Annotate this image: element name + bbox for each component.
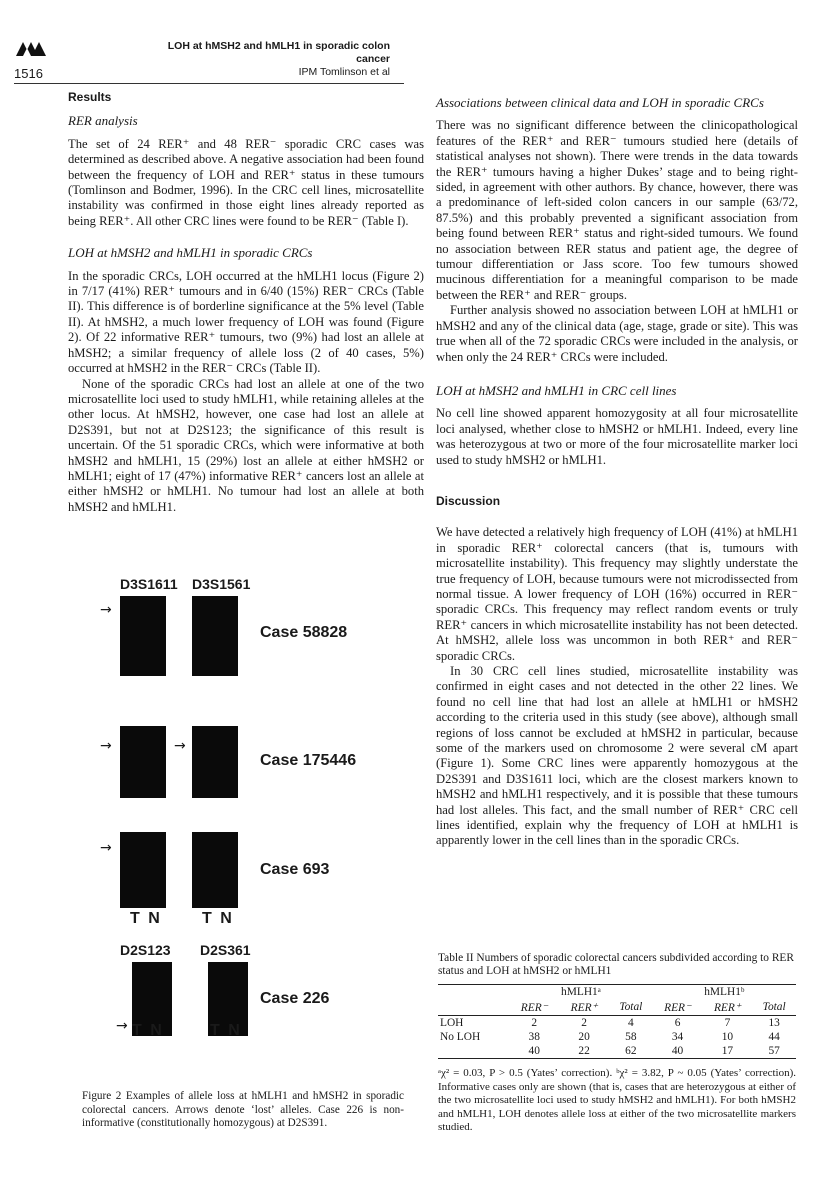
table-row bbox=[438, 1044, 796, 1059]
lane-labels: T N bbox=[130, 910, 162, 927]
rer-paragraph: The set of 24 RER⁺ and 48 RER⁻ sporadic CRC cases was determined as described above. A negative association had been found between the frequency of LOH and RER⁺ status in these tumours (Tomlinson and Bodmer, 1996). In the CRC cell lines, microsatellite instability was confirmed in those eight lines already reported as being RER⁺. All other CRC lines were found to be RER⁻ (Table I). bbox=[68, 136, 424, 228]
table-cell: 34 bbox=[671, 1031, 684, 1044]
marker-label-4: D2S361 bbox=[200, 942, 251, 958]
table-cell: 20 bbox=[578, 1031, 590, 1044]
loh-paragraph-2: None of the sporadic CRCs had lost an allele at one of the two microsatellite loci used to study hMLH1, while retaining alleles at the other locus. At hMSH2, however, one case had lost an allele at D2S391, but not at D2S123; the significance of this result is uncertain. Of the 51 sporadic CRCs, which were informative at both hMSH2 and hMLH1, 15 (29%) lost an allele at either hMSH2 or hMLH1; eight of 17 (47%) informative RER⁺ cancers lost an allele at either hMSH2 or hMLH1. No tumour had lost an allele at both hMSH2 and hMLH1. bbox=[68, 376, 424, 514]
lane-labels: T N bbox=[210, 1022, 242, 1039]
table-cell: 6 bbox=[674, 1017, 681, 1030]
left-column bbox=[68, 90, 424, 515]
column-header bbox=[438, 999, 509, 1016]
gel-lane bbox=[120, 726, 166, 798]
table-caption: Table II Numbers of sporadic colorectal cancers subdivided according to RER status and LOH at hMSH2 or hMLH1 bbox=[438, 952, 794, 978]
case-label: Case 175446 bbox=[260, 752, 357, 769]
table-2 bbox=[438, 952, 796, 1134]
cell-lines-heading: LOH at hMSH2 and hMLH1 in CRC cell lines bbox=[436, 382, 677, 398]
table-cell: 13 bbox=[768, 1017, 780, 1030]
arrow-icon: → bbox=[100, 602, 112, 618]
gel-lane bbox=[120, 596, 166, 676]
column-header: RER⁻ bbox=[520, 1002, 548, 1015]
gel-lane bbox=[192, 726, 238, 798]
table-cell: 17 bbox=[721, 1045, 734, 1058]
table-footnote: ᵃχ² = 0.03, P > 0.5 (Yates’ correction). ᵇχ² = 3.82, P ~ 0.05 (Yates’ correction). Informative cases only are shown (that is, cases that are heterozygous at either of the two microsatellite loci used to study hMSH2 and hMLH1). For both hMSH2 and hMLH1, LOH denotes allele loss at either of the two microsatellite markers studied. bbox=[438, 1067, 796, 1134]
case-label: Case 58828 bbox=[260, 624, 348, 641]
figure-caption: Figure 2 Examples of allele loss at hMLH1 and hMSH2 in sporadic colorectal cancers. Arrows denote ‘lost’ alleles. Case 226 is non-informative (constitutionally homozygous) at D2S391. bbox=[82, 1090, 404, 1130]
table-cell: LOH bbox=[440, 1017, 464, 1030]
discussion-paragraph-2: In 30 CRC cell lines studied, microsatellite instability was confirmed in eight cases and not detected in the other 22 lines. We found no cell line that had lost an allele at hMLH1 or hMSH2 according to the criteria used in this study (see above), although small regions of loss cannot be excluded at hMSH2 in particular, because some of the markers used on chromosome 2 were several cM apart (Figure 1). Some CRC lines were apparently homozygous at the D2S391 and D3S1611 loci, which are the closest markers known to hMSH2 and hMLH1 respectively, and it is possible that these tumours had lost alleles. This fact, and the small number of RER⁺ CRC cell lines identified, explain why the frequency of LOH at hMLH1 is apparently lower in the cell lines than in the sporadic CRCs. bbox=[436, 664, 798, 848]
figure-2 bbox=[100, 576, 400, 1046]
arrow-icon: → bbox=[116, 1018, 128, 1034]
table-cell: 2 bbox=[531, 1017, 538, 1030]
table-cell: No LOH bbox=[440, 1031, 481, 1044]
table-cell: 7 bbox=[724, 1017, 731, 1030]
table-cell: 44 bbox=[768, 1031, 780, 1044]
case-label: Case 693 bbox=[260, 861, 330, 878]
discussion-paragraph-1: We have detected a relatively high frequency of LOH (41%) at hMLH1 in sporadic RER⁺ colorectal cancers (that is, tumours with microsatellite instability). This frequency may slightly understate the true frequency of LOH, because tumours were not microdissected from normal tissue. A lower frequency of LOH (16%) occurred in RER⁻ sporadic CRCs. This frequency may reflect random events or truly RER⁺ cancers in which microsatellite instability has not been detected. At hMSH2, allele loss was uncommon in both RER⁺ and RER⁻ sporadic CRCs. bbox=[436, 525, 798, 663]
group-header-1: hMLH1ᵃ bbox=[561, 986, 601, 999]
group-header-2: hMLH1ᵇ bbox=[704, 986, 745, 999]
column-header: RER⁺ bbox=[570, 1002, 598, 1015]
table-cell: 10 bbox=[721, 1031, 734, 1044]
table-cell bbox=[438, 1044, 509, 1059]
table-row bbox=[438, 1030, 796, 1044]
cell-lines-paragraph: No cell line showed apparent homozygosity at all four microsatellite loci analysed, whether close to hMSH2 or hMLH1. Indeed, every line was heterozygous at two or more of the four microsatellite marker loci used to study hMSH2 or hMLH1. bbox=[436, 406, 798, 467]
lane-labels: T N bbox=[202, 910, 234, 927]
marker-label-3: D2S123 bbox=[120, 942, 171, 958]
associations-paragraph-2: Further analysis showed no association between LOH at hMLH1 or hMSH2 and any of the clinical data (age, stage, grade or site). This was true when all of the 72 sporadic CRCs were included in the analysis, or when only the 24 RER⁺ CRCs were included. bbox=[436, 303, 798, 364]
arrow-icon: → bbox=[100, 738, 112, 754]
table-cell: 4 bbox=[627, 1017, 634, 1030]
table-cell: 22 bbox=[578, 1045, 590, 1058]
column-header: RER⁺ bbox=[713, 1002, 741, 1015]
table-row bbox=[438, 1016, 796, 1031]
arrow-icon: → bbox=[100, 840, 112, 856]
data-table bbox=[438, 984, 796, 1059]
discussion-heading: Discussion bbox=[436, 493, 501, 508]
table-cell: 40 bbox=[528, 1045, 540, 1058]
table-cell: 2 bbox=[581, 1017, 587, 1030]
gel-lane bbox=[192, 832, 238, 908]
table-cell: 62 bbox=[625, 1045, 637, 1058]
right-column bbox=[436, 95, 798, 849]
case-label: Case 226 bbox=[260, 990, 330, 1007]
loh-paragraph-1: In the sporadic CRCs, LOH occurred at the hMLH1 locus (Figure 2) in 7/17 (41%) RER⁺ tumours and in 6/40 (15%) RER⁻ CRCs (Table II). This difference is of borderline significance at the 5% level (Table II). At hMSH2, a much lower frequency of LOH was found (Figure 2). Of 22 informative RER⁺ tumours, two (9%) had lost an allele at hMSH2; a similar frequency of allele loss (2 of 40 cases, 5%) occurred at hMSH2 in the RER⁻ CRCs (Table II). bbox=[68, 268, 424, 376]
publisher-logo-icon bbox=[14, 38, 48, 58]
gel-lane bbox=[192, 596, 238, 676]
results-heading: Results bbox=[68, 90, 112, 104]
loh-heading: LOH at hMSH2 and hMLH1 in sporadic CRCs bbox=[68, 245, 313, 261]
lane-labels: T N bbox=[132, 1022, 164, 1039]
column-header: RER⁻ bbox=[664, 1002, 691, 1015]
header-rule bbox=[14, 83, 404, 84]
table-cell: 38 bbox=[528, 1031, 540, 1044]
marker-label-1: D3S1611 bbox=[120, 576, 178, 592]
associations-heading: Associations between clinical data and LOH in sporadic CRCs bbox=[436, 95, 764, 110]
rer-heading: RER analysis bbox=[68, 113, 138, 129]
page-number: 1516 bbox=[14, 66, 43, 81]
running-header bbox=[150, 40, 390, 79]
table-cell: 40 bbox=[671, 1045, 684, 1058]
gel-lane bbox=[120, 832, 166, 908]
table-cell: 57 bbox=[768, 1045, 780, 1058]
column-header: Total bbox=[762, 1001, 786, 1014]
column-header: Total bbox=[619, 1001, 643, 1014]
table-cell: 58 bbox=[625, 1031, 637, 1044]
marker-label-2: D3S1561 bbox=[192, 576, 251, 592]
associations-paragraph-1: There was no significant difference between the clinicopathological features of the RER⁺ and RER⁻ tumours studied here (details of statistical analyses not shown). There were trends in the data towards the RER⁺ tumours having a higher Dukes’ stage and to being right-sided, in agreement with other authors. By chance, however, there was a predominance of left-sided colon cancers in our sample (63/72, 87.5%) and this probably prevented a significant association from being found between RER⁺ status and right-sided tumours. We found no association between RER status and patient age, the degree of tumour differentiation or Jass score. Too few tumours showed mucinous differentiation for a meaningful comparison to be made between the RER⁺ and RER⁻ groups. bbox=[436, 118, 798, 302]
running-title: LOH at hMSH2 and hMLH1 in sporadic colon cancer bbox=[167, 40, 390, 65]
arrow-icon: → bbox=[174, 738, 186, 754]
running-authors: IPM Tomlinson et al bbox=[298, 66, 390, 78]
